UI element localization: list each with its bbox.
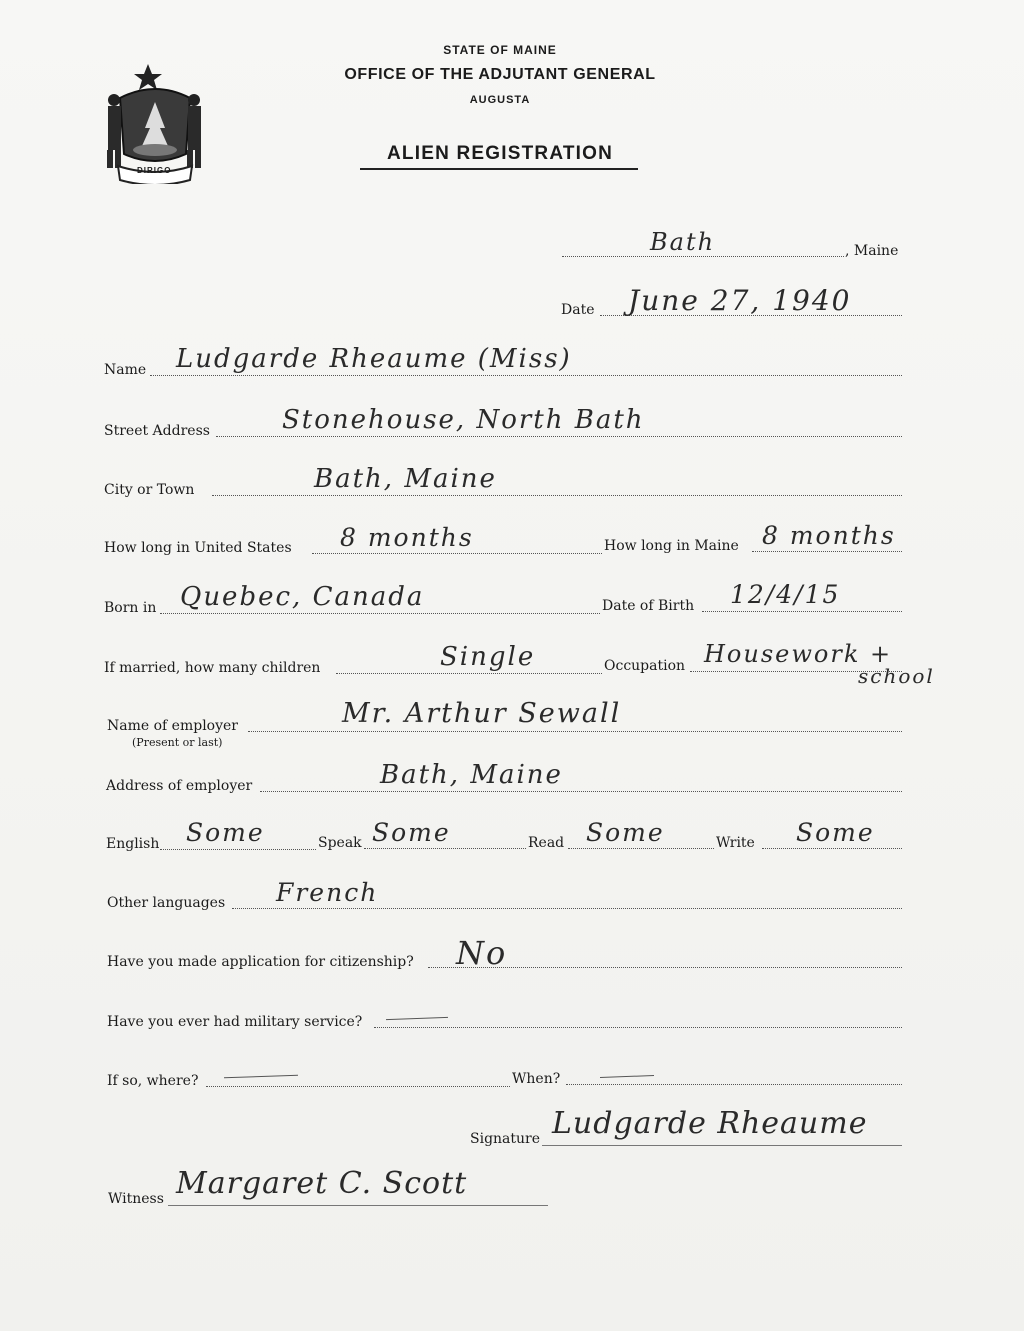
where-label: If so, where? (107, 1073, 199, 1089)
name-field[interactable] (150, 375, 902, 376)
read-label: Read (528, 835, 565, 851)
form-title: ALIEN REGISTRATION (386, 143, 614, 164)
read-value: Some (586, 818, 665, 847)
office-heading: OFFICE OF THE ADJUTANT GENERAL (344, 66, 656, 83)
city-heading: AUGUSTA (469, 94, 531, 106)
employer-name-value: Mr. Arthur Sewall (342, 698, 622, 729)
where-dash (224, 1075, 298, 1079)
title-underline (360, 168, 638, 170)
how-long-us-label: How long in United States (104, 540, 292, 556)
how-long-us-value: 8 months (340, 523, 474, 552)
date-of-birth-value: 12/4/15 (730, 580, 841, 609)
seal-motto: DIRIGO (137, 166, 172, 175)
street-address-value: Stonehouse, North Bath (282, 405, 645, 435)
place-label: , Maine (845, 243, 899, 259)
date-label: Date (561, 302, 595, 318)
date-of-birth-label: Date of Birth (602, 598, 695, 614)
military-label: Have you ever had military service? (107, 1014, 363, 1030)
citizenship-value: No (456, 934, 508, 972)
signature-field[interactable] (542, 1145, 902, 1146)
witness-label: Witness (108, 1191, 164, 1207)
speak-label: Speak (318, 835, 362, 851)
place-field[interactable] (562, 256, 844, 257)
children-field[interactable] (336, 673, 602, 674)
military-field[interactable] (374, 1027, 902, 1028)
witness-value: Margaret C. Scott (176, 1166, 468, 1201)
other-languages-field[interactable] (232, 908, 902, 909)
how-long-maine-label: How long in Maine (604, 538, 739, 554)
city-value: Bath, Maine (314, 464, 497, 494)
witness-field[interactable] (168, 1205, 548, 1206)
date-value: June 27, 1940 (628, 284, 852, 317)
employer-address-value: Bath, Maine (380, 760, 563, 790)
english-label: English (106, 836, 160, 852)
english-value: Some (186, 818, 265, 847)
employer-name-sublabel: (Present or last) (132, 736, 223, 749)
where-field[interactable] (206, 1086, 510, 1087)
citizenship-label: Have you made application for citizenship? (107, 954, 414, 970)
occupation-value-2: school (858, 664, 935, 688)
employer-name-field[interactable] (248, 731, 902, 732)
signature-label: Signature (470, 1131, 541, 1147)
when-field[interactable] (566, 1084, 902, 1085)
date-of-birth-field[interactable] (702, 611, 902, 612)
speak-field[interactable] (364, 848, 526, 849)
children-label: If married, how many children (104, 660, 321, 676)
employer-address-label: Address of employer (106, 778, 253, 794)
city-field[interactable] (212, 495, 902, 496)
street-address-label: Street Address (104, 423, 210, 439)
born-in-value: Quebec, Canada (180, 582, 425, 612)
state-heading: STATE OF MAINE (443, 43, 557, 57)
write-value: Some (796, 818, 875, 847)
when-label: When? (512, 1071, 561, 1087)
occupation-label: Occupation (604, 658, 686, 674)
signature-value: Ludgarde Rheaume (552, 1106, 868, 1141)
speak-value: Some (372, 818, 451, 847)
occupation-value: Housework + (704, 640, 893, 668)
how-long-maine-field[interactable] (752, 551, 902, 552)
street-address-field[interactable] (216, 436, 902, 437)
how-long-maine-value: 8 months (762, 521, 896, 550)
read-field[interactable] (568, 848, 714, 849)
place-value: Bath (650, 228, 716, 256)
name-label: Name (104, 362, 147, 378)
city-label: City or Town (104, 482, 195, 498)
born-in-label: Born in (104, 600, 157, 616)
children-value: Single (440, 642, 536, 672)
other-languages-label: Other languages (107, 895, 226, 911)
how-long-us-field[interactable] (312, 553, 602, 554)
military-dash (386, 1017, 448, 1020)
born-in-field[interactable] (160, 613, 600, 614)
name-value: Ludgarde Rheaume (Miss) (176, 344, 572, 374)
other-languages-value: French (276, 878, 379, 907)
employer-name-label: Name of employer (107, 718, 238, 734)
english-field[interactable] (160, 849, 316, 850)
when-dash (600, 1075, 654, 1078)
write-field[interactable] (762, 848, 902, 849)
employer-address-field[interactable] (260, 791, 902, 792)
write-label: Write (716, 835, 755, 851)
